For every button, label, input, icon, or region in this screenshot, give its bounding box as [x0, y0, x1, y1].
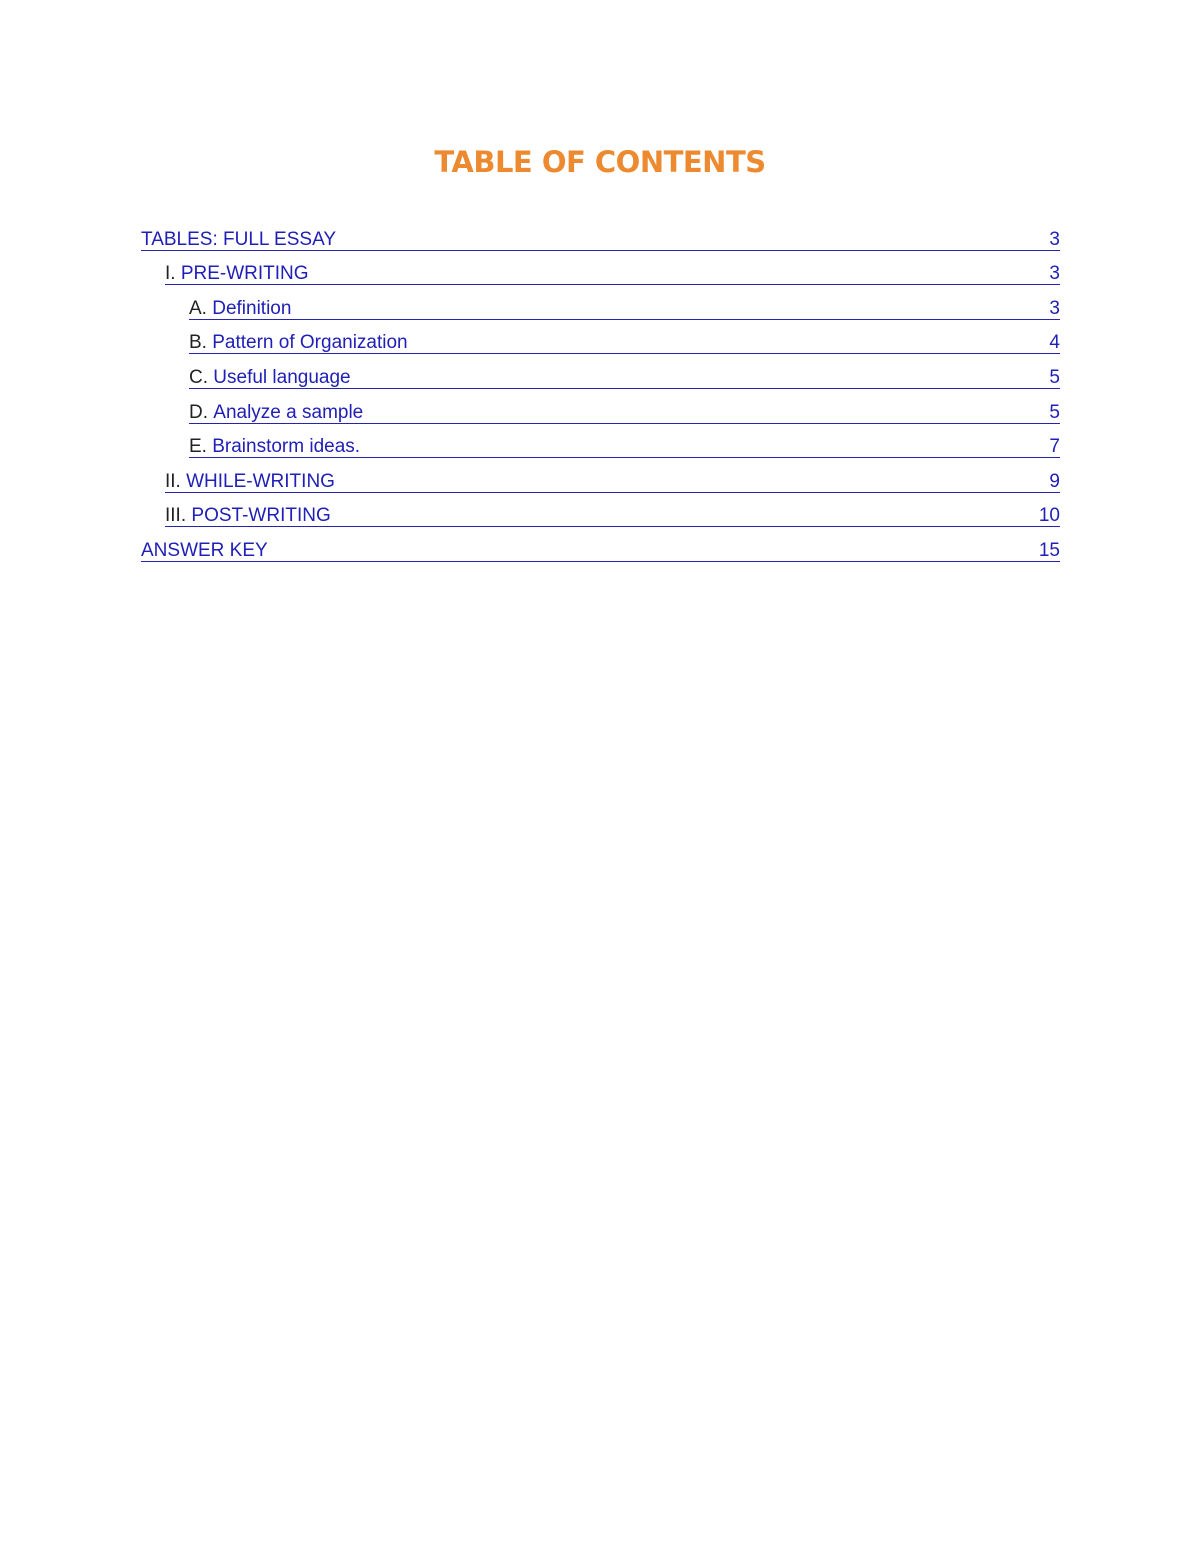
toc-entry-row — [189, 436, 1060, 458]
toc-entry-row — [189, 298, 1060, 320]
toc-title: TABLE OF CONTENTS — [434, 145, 766, 179]
toc-entry-row — [165, 263, 1060, 285]
toc-entry-number: E. — [189, 436, 213, 458]
toc-entry-pattern-of-organization[interactable] — [141, 320, 1060, 355]
toc-entry-label[interactable]: ANSWER KEY — [141, 539, 268, 561]
toc-entry-definition[interactable] — [141, 285, 1060, 320]
toc-entry-row — [165, 471, 1060, 493]
toc-entry-page-number[interactable]: 3 — [1049, 263, 1060, 285]
toc-entry-page-number[interactable]: 9 — [1049, 470, 1060, 492]
toc-entry-useful-language[interactable] — [141, 354, 1060, 389]
toc-entry-page-number[interactable]: 15 — [1038, 539, 1060, 561]
toc-entry-row — [189, 332, 1060, 354]
toc-entry-page-number[interactable]: 3 — [1049, 297, 1060, 319]
toc-entry-post-writing[interactable] — [141, 493, 1060, 528]
toc-entry-number: B. — [189, 332, 213, 354]
toc-entry-label[interactable]: Pattern of Organization — [212, 332, 408, 354]
toc-entry-brainstorm-ideas[interactable] — [141, 424, 1060, 459]
toc-entry-row — [165, 505, 1060, 527]
toc-entry-row — [141, 229, 1060, 251]
toc-entry-page-number[interactable]: 4 — [1049, 332, 1060, 354]
toc-entry-page-number[interactable]: 10 — [1038, 505, 1060, 527]
toc-entry-label[interactable]: Definition — [212, 297, 292, 319]
toc-entry-row — [141, 540, 1060, 562]
toc-entry-while-writing[interactable] — [141, 458, 1060, 493]
toc-entry-pre-writing[interactable] — [141, 251, 1060, 286]
toc-entry-label[interactable]: TABLES: FULL ESSAY — [141, 228, 337, 250]
toc-entry-number: D. — [189, 401, 214, 423]
toc-list — [141, 216, 1060, 562]
toc-entry-number: III. — [165, 505, 192, 527]
toc-entry-page-number[interactable]: 7 — [1049, 436, 1060, 458]
toc-entry-label[interactable]: Brainstorm ideas. — [212, 436, 361, 458]
toc-entry-row — [189, 367, 1060, 389]
toc-entry-answer-key[interactable] — [141, 527, 1060, 562]
toc-entry-label[interactable]: WHILE-WRITING — [186, 470, 335, 492]
toc-entry-number: I. — [165, 263, 181, 285]
toc-entry-label[interactable]: Analyze a sample — [213, 401, 364, 423]
toc-entry-page-number[interactable]: 5 — [1049, 401, 1060, 423]
toc-entry-analyze-a-sample[interactable] — [141, 389, 1060, 424]
toc-entry-row — [189, 402, 1060, 424]
toc-entry-page-number[interactable]: 3 — [1049, 228, 1060, 250]
toc-entry-label[interactable]: PRE-WRITING — [180, 263, 309, 285]
toc-entry-page-number[interactable]: 5 — [1049, 366, 1060, 388]
toc-entry-number: C. — [189, 366, 214, 388]
toc-entry-tables-full-essay[interactable] — [141, 216, 1060, 251]
toc-entry-number: II. — [165, 470, 187, 492]
toc-entry-label[interactable]: POST-WRITING — [191, 505, 331, 527]
toc-entry-number: A. — [189, 297, 213, 319]
toc-entry-label[interactable]: Useful language — [213, 366, 351, 388]
